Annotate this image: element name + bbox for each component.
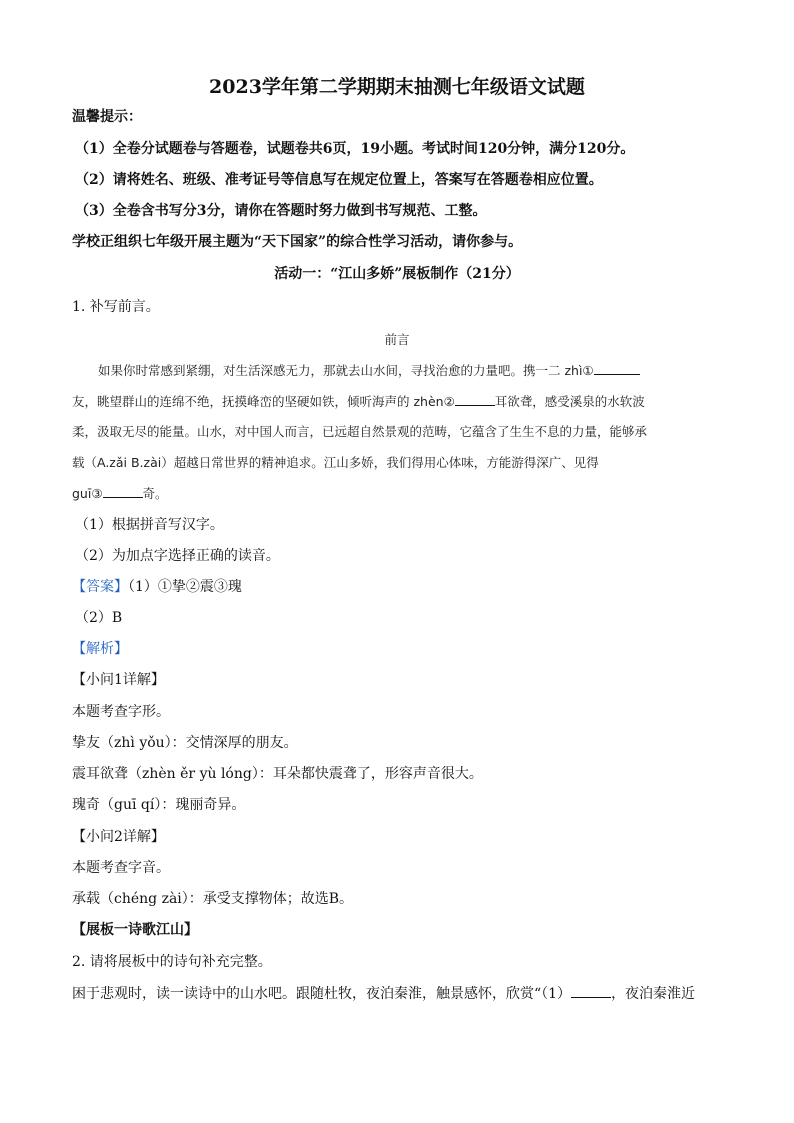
- preface-line-2a: 友，眺望群山的连绵不绝，抚摸峰峦的坚硬如铁，倾听海声的 zhèn②: [72, 394, 455, 409]
- detail1-label: 【小问1详解】: [72, 672, 165, 688]
- blank-1: [594, 362, 640, 375]
- preface-line-2b: 耳欲聋，感受溪泉的水软波: [494, 394, 645, 409]
- analysis-label: 【解析】: [72, 641, 128, 657]
- detail1-line: 挚友（zhì yǒu）：交情深厚的朋友。: [72, 735, 298, 751]
- preface-line-3: 柔，汲取无尽的能量。山水，对中国人而言，已远超自然景观的范畴，它蕴含了生生不息的力量，能够承: [72, 424, 648, 439]
- preface-line-1: [72, 361, 722, 379]
- q2-line-1a: 困于悲观时，读一读诗中的山水吧。跟随杜牧，夜泊秦淮，触景感怀，欣赏“（1）: [72, 986, 572, 1002]
- q2-line-1: [72, 985, 695, 1003]
- activity1-heading: 活动一：“江山多娇”展板制作（21分）: [274, 266, 520, 282]
- detail1-line: 瑰奇（guī qí）：瑰丽奇异。: [72, 797, 246, 813]
- preface-line-1-text: 如果你时常感到紧绷，对生活深感无力，那就去山水间，寻找治愈的力量吧。携一二 zhì①: [98, 363, 594, 378]
- detail2-line: 本题考查字音。: [72, 860, 170, 876]
- preface-line-5: [72, 484, 722, 502]
- detail1-line: 震耳欲聋（zhèn ěr yù lóng）：耳朵都快震聋了，形容声音很大。: [72, 766, 483, 782]
- answer-label: 【答案】: [72, 579, 128, 595]
- detail1-line: 本题考查字形。: [72, 704, 170, 720]
- activity-intro: 学校正组织七年级开展主题为“天下国家”的综合性学习活动，请你参与。: [72, 234, 523, 250]
- notice-item-3: （3）全卷含书写分3分，请你在答题时努力做到书写规范、工整。: [75, 203, 487, 219]
- notice-item-1: （1）全卷分试题卷与答题卷，试题卷共6页，19小题。考试时间120分钟，满分120分。: [75, 141, 635, 157]
- q1-stem: 1. 补写前言。: [72, 299, 160, 315]
- notice-heading: 温馨提示：: [72, 109, 142, 125]
- preface-line-5a: guī③: [72, 486, 103, 501]
- q2-line-1b: ，夜泊秦淮近: [611, 986, 696, 1002]
- answer-row: [72, 578, 242, 596]
- preface-line-5b: 奇。: [142, 486, 168, 501]
- blank-2: [455, 393, 495, 406]
- notice-item-2: （2）请将姓名、班级、准考证号等信息写在规定位置上，答案写在答题卷相应位置。: [75, 172, 603, 188]
- q1-sub2: （2）为加点字选择正确的读音。: [75, 548, 280, 564]
- board1-heading: 【展板一诗歌江山】: [72, 922, 198, 938]
- q2-stem: 2. 请将展板中的诗句补充完整。: [72, 954, 272, 970]
- blank-4: [571, 985, 611, 998]
- page-title: 2023学年第二学期期末抽测七年级语文试题: [209, 76, 585, 98]
- blank-3: [103, 485, 143, 498]
- answer-part-1: （1）①挚②震③瑰: [128, 579, 242, 595]
- preface-title: 前言: [384, 332, 410, 347]
- preface-line-4: 载（A.zǎi B.zài）超越日常世界的精神追求。江山多娇，我们得用心体味，方能游得深广、见得: [72, 455, 599, 470]
- q1-sub1: （1）根据拼音写汉字。: [75, 517, 224, 533]
- detail2-label: 【小问2详解】: [72, 829, 165, 845]
- detail2-line: 承载（chéng zài）：承受支撑物体；故选B。: [72, 891, 354, 907]
- preface-line-2: [72, 392, 722, 410]
- answer-part-2: （2）B: [75, 610, 123, 626]
